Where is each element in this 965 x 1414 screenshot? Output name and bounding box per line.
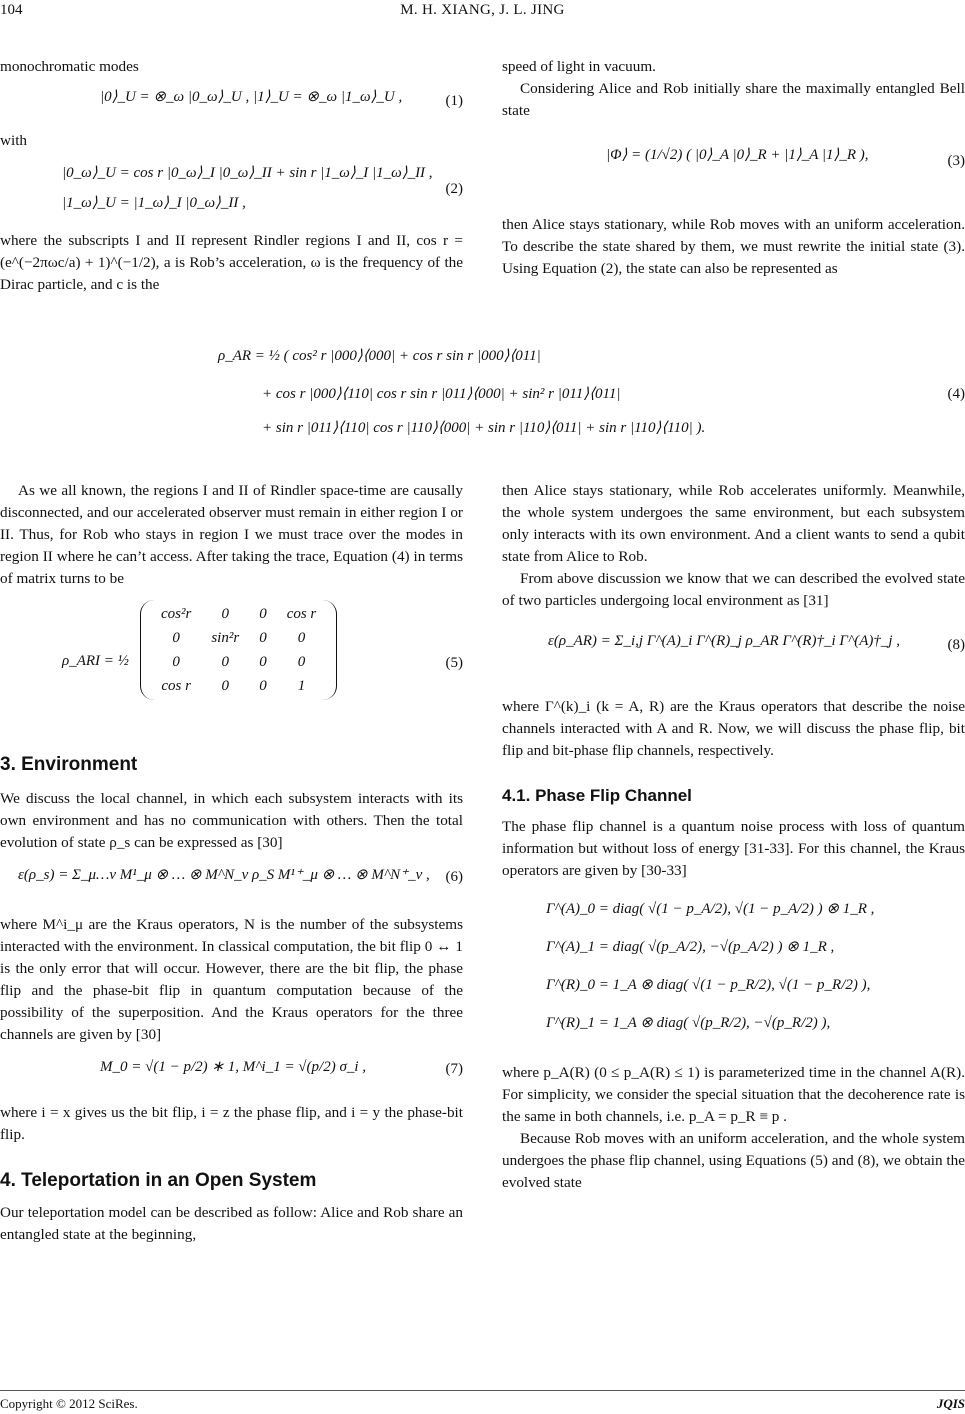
equation-2-line-1: |0_ω⟩_U = cos r |0_ω⟩_I |0_ω⟩_II + sin r |1_ω⟩_I |1_ω⟩_II , [62, 165, 433, 181]
paragraph: As we all known, the regions I and II of Rindler space-time are causally disconnected, and our accelerated observer must remain in either region I or II. Thus, for Rob who stays in region I we must trace over the modes in region II where he can’t access. After taking the trace, Equation (4) in terms of matrix turns to be [0, 482, 463, 587]
running-header: M. H. XIANG, J. L. JING [400, 2, 565, 18]
paragraph: then Alice stays stationary, while Rob accelerates uniformly. Meanwhile, the whole system undergoes the same environment, but each subsystem only interacts with its own environment. And a client wants to send a qubit state from Alice to Rob. [502, 482, 965, 565]
matrix-cell: cos r [286, 606, 317, 622]
equation-7 [0, 1046, 463, 1102]
equation-9-line-4: Γ^(R)_1 = 1_A ⊗ diag( √(p_R/2), −√(p_R/2) ), [546, 1015, 831, 1031]
paragraph: The phase flip channel is a quantum noise process with loss of quantum information but without loss of energy [31-33]. For this channel, the Kraus operators are given by [30-33] [502, 818, 965, 879]
right-column-bottom [502, 480, 965, 1194]
equation-5-lhs: ρ_ARI = ½ [62, 653, 129, 669]
equation-8 [502, 612, 965, 692]
matrix-cell: 0 [259, 678, 267, 694]
right-column-top [502, 56, 965, 280]
equation-3 [502, 122, 965, 206]
equation-4-line-3: + sin r |011⟩⟨110| cos r |110⟩⟨000| + sin r |110⟩⟨011| + sin r |110⟩⟨110| ). [262, 420, 706, 436]
equation-1 [0, 78, 463, 126]
matrix-cell: 0 [297, 630, 306, 646]
equation-3-text: |Φ⟩ = (1/√2) ( |0⟩_A |0⟩_R + |1⟩_A |1⟩_R ), [606, 147, 869, 163]
left-column-bottom [0, 480, 463, 1246]
equation-4-number: (4) [947, 386, 965, 402]
matrix-cell: cos²r [161, 606, 192, 622]
paragraph: where the subscripts I and II represent Rindler regions I and II, cos r = (e^(−2πωc/a) + 1)^(−1/2), a is Rob’s acceleration, ω is the frequency of the Dirac particle, and c is the [0, 232, 463, 293]
page-number: 104 [0, 2, 23, 18]
matrix-cell: cos r [161, 678, 191, 694]
matrix-cell: 0 [259, 654, 267, 670]
paragraph: Considering Alice and Rob initially share the maximally entangled Bell state [502, 80, 965, 119]
matrix-cell: 0 [172, 654, 180, 670]
equation-1-text: |0⟩_U = ⊗_ω |0_ω⟩_U , |1⟩_U = ⊗_ω |1_ω⟩_U , [100, 89, 403, 105]
equation-4-line-2: + cos r |000⟩⟨110| cos r sin r |011⟩⟨000| + sin² r |011⟩⟨011| [262, 386, 621, 402]
paragraph: Because Rob moves with an uniform acceleration, and the whole system undergoes the phase flip channel, using Equations (5) and (8), we obtain the evolved state [502, 1130, 965, 1191]
equation-6-number: (6) [445, 869, 463, 885]
equation-5-matrix [140, 600, 337, 700]
paragraph: We discuss the local channel, in which each subsystem interacts with its own environment and has no communication with others. Then the total evolution of state ρ_s can be expressed as [30] [0, 790, 463, 851]
subsection-heading: 4.1. Phase Flip Channel [502, 786, 692, 805]
paragraph: with [0, 132, 28, 149]
equation-2 [0, 152, 463, 224]
paragraph: where Γ^(k)_i (k = A, R) are the Kraus operators that describe the noise channels interacted with A and R. Now, we will discuss the phase flip, bit flip and bit-phase flip channels, respectively. [502, 698, 965, 759]
footer-journal: JQIS [936, 1396, 965, 1411]
footer-rule [0, 1390, 965, 1391]
equation-8-text: ε(ρ_AR) = Σ_i,j Γ^(A)_i Γ^(R)_j ρ_AR Γ^(R)†_i Γ^(A)†_j , [548, 633, 901, 649]
equation-9-line-1: Γ^(A)_0 = diag( √(1 − p_A/2), √(1 − p_A/2) ) ⊗ 1_R , [546, 901, 875, 917]
matrix-cell: 0 [221, 678, 230, 694]
paragraph: then Alice stays stationary, while Rob moves with an uniform acceleration. To describe the state shared by them, we must rewrite the initial state (3). Using Equation (2), the state can also be represented as [502, 216, 965, 277]
equation-9-line-3: Γ^(R)_0 = 1_A ⊗ diag( √(1 − p_R/2), √(1 − p_R/2) ), [546, 977, 871, 993]
equation-6-text: ε(ρ_s) = Σ_μ…ν M¹_μ ⊗ … ⊗ M^N_ν ρ_S M¹⁺_μ ⊗ … ⊗ M^N⁺_ν , [18, 867, 430, 883]
matrix-cell: sin²r [211, 630, 240, 646]
equation-4 [0, 336, 965, 446]
equation-7-text: M_0 = √(1 − p/2) ∗ 1, M^i_1 = √(p/2) σ_i , [100, 1059, 367, 1075]
section-heading: 4. Teleportation in an Open System [0, 1170, 317, 1191]
paragraph: where M^i_μ are the Kraus operators, N is the number of the subsystems interacted with the environment. In classical computation, the bit flip 0 ↔ 1 is the only error that will occur. However, there are the bit flip, the phase flip and the phase-bit flip in quantum computation because of the possibility of the superposition. And the Kraus operators for the three channels are given by [30] [0, 916, 463, 1043]
left-column-top [0, 56, 463, 296]
equation-6 [0, 854, 463, 914]
equation-2-line-2: |1_ω⟩_U = |1_ω⟩_I |0_ω⟩_II , [62, 195, 246, 211]
equation-5-number: (5) [445, 655, 463, 671]
paragraph: Our teleportation model can be described as follow: Alice and Rob share an entangled state at the beginning, [0, 1204, 463, 1243]
paragraph: speed of light in vacuum. [502, 58, 656, 75]
equation-9 [502, 882, 965, 1054]
footer-copyright: Copyright © 2012 SciRes. [0, 1396, 138, 1411]
matrix-cell: 0 [259, 606, 267, 622]
matrix-cell: 0 [221, 654, 230, 670]
equation-4-line-1: ρ_AR = ½ ( cos² r |000⟩⟨000| + cos r sin r |000⟩⟨011| [218, 348, 541, 364]
equation-7-number: (7) [445, 1061, 463, 1077]
equation-8-number: (8) [947, 637, 965, 653]
matrix-cell: 0 [172, 630, 180, 646]
equation-2-number: (2) [445, 181, 463, 197]
matrix-cell: 0 [259, 630, 267, 646]
equation-9-line-2: Γ^(A)_1 = diag( √(p_A/2), −√(p_A/2) ) ⊗ 1_R , [546, 939, 835, 955]
matrix-cell: 1 [297, 678, 306, 694]
matrix-cell: 0 [221, 606, 230, 622]
paragraph: where p_A(R) (0 ≤ p_A(R) ≤ 1) is parameterized time in the channel A(R). For simplicity, we consider the special situation that the decoherence rate is the same in both channels, i.e. p_A = p_R ≡ p . [502, 1064, 965, 1125]
paragraph: where i = x gives us the bit flip, i = z the phase flip, and i = y the phase-bit flip. [0, 1104, 463, 1143]
matrix-cell: 0 [297, 654, 306, 670]
equation-5 [0, 598, 463, 730]
paragraph: From above discussion we know that we can described the evolved state of two particles undergoing local environment as [31] [502, 570, 965, 609]
equation-1-number: (1) [445, 93, 463, 109]
paragraph: monochromatic modes [0, 58, 139, 75]
section-heading: 3. Environment [0, 754, 138, 775]
equation-3-number: (3) [947, 153, 965, 169]
